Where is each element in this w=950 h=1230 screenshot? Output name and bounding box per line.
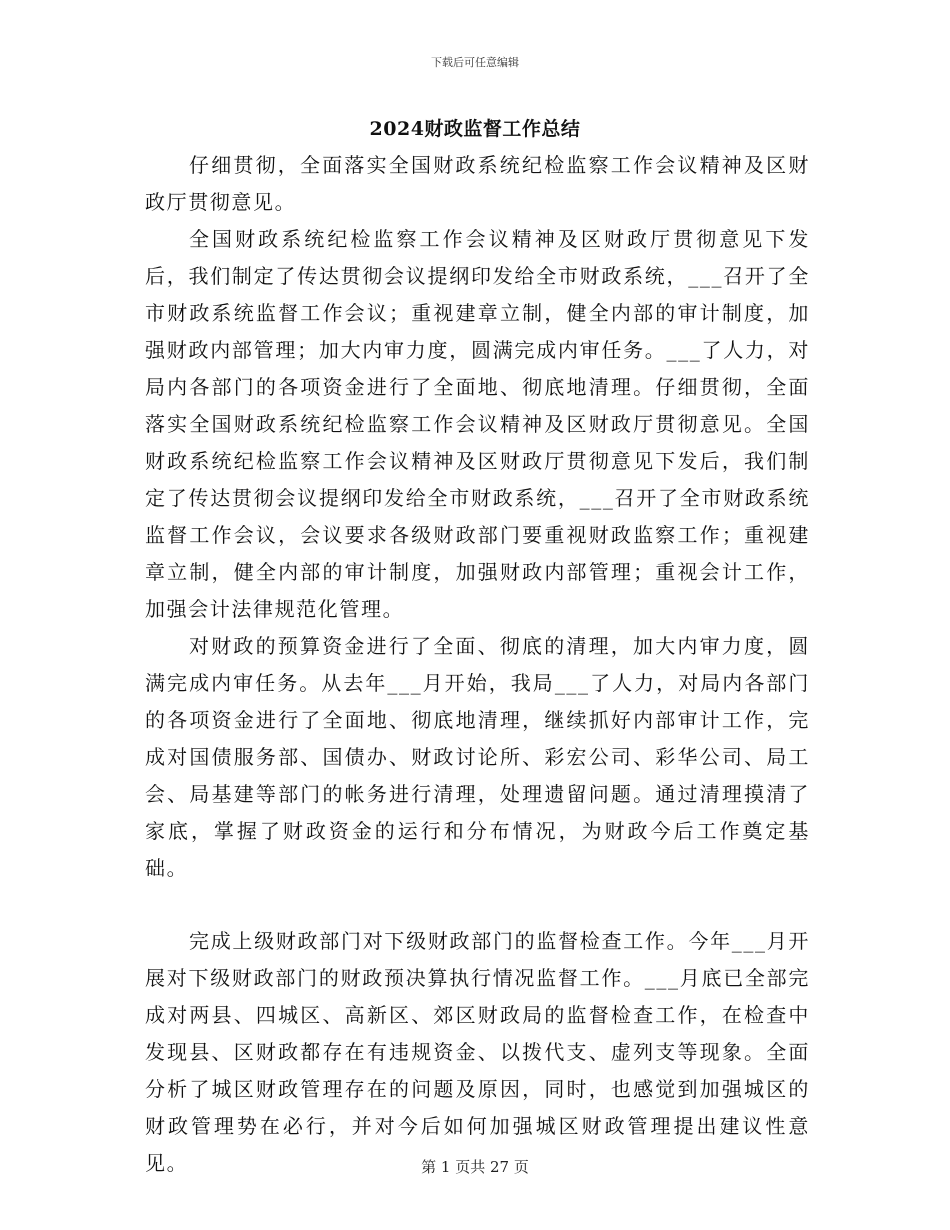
- header-note: 下载后可任意编辑: [431, 56, 519, 69]
- page-number-footer: 第 1 页共 27 页: [421, 1158, 529, 1176]
- paragraph-3: 对财政的预算资金进行了全面、彻底的清理，加大内审力度，圆满完成内审任务。从去年___月开始，我局___了人力，对局内各部门的各项资金进行了全面地、彻底地清理，继续抓好内部审计工作，完成对国债服务部、国债办、财政讨论所、彩宏公司、彩华公司、局工会、局基建等部门的帐务进行清理，处理遗留问题。通过清理摸清了家底，掌握了财政资金的运行和分布情况，为财政今后工作奠定基础。: [145, 634, 810, 880]
- document-title: 2024财政监督工作总结: [369, 118, 581, 140]
- paragraph-2: 全国财政系统纪检监察工作会议精神及区财政厅贯彻意见下发后，我们制定了传达贯彻会议提纲印发给全市财政系统，___召开了全市财政系统监督工作会议；重视建章立制，健全内部的审计制度，加强财政内部管理；加大内审力度，圆满完成内审任务。___了人力，对局内各部门的各项资金进行了全面地、彻底地清理。仔细贯彻，全面落实全国财政系统纪检监察工作会议精神及区财政厅贯彻意见。全国财政系统纪检监察工作会议精神及区财政厅贯彻意见下发后，我们制定了传达贯彻会议提纲印发给全市财政系统，___召开了全市财政系统监督工作会议，会议要求各级财政部门要重视财政监察工作；重视建章立制，健全内部的审计制度，加强财政内部管理；重视会计工作，加强会计法律规范化管理。: [145, 227, 810, 621]
- paragraph-spacer: [145, 887, 810, 923]
- paragraph-1: 仔细贯彻，全面落实全国财政系统纪检监察工作会议精神及区财政厅贯彻意见。: [145, 153, 810, 214]
- paragraph-4: 完成上级财政部门对下级财政部门的监督检查工作。今年___月开展对下级财政部门的财政预决算执行情况监督工作。___月底已全部完成对两县、四城区、高新区、郊区财政局的监督检查工作，在检查中发现县、区财政都存在有违规资金、以拨代支、虚列支等现象。全面分析了城区财政管理存在的问题及原因，同时，也感觉到加强城区的财政管理势在必行，并对今后如何加强城区财政管理提出建议性意见。: [145, 929, 810, 1175]
- document-body: [145, 147, 810, 1182]
